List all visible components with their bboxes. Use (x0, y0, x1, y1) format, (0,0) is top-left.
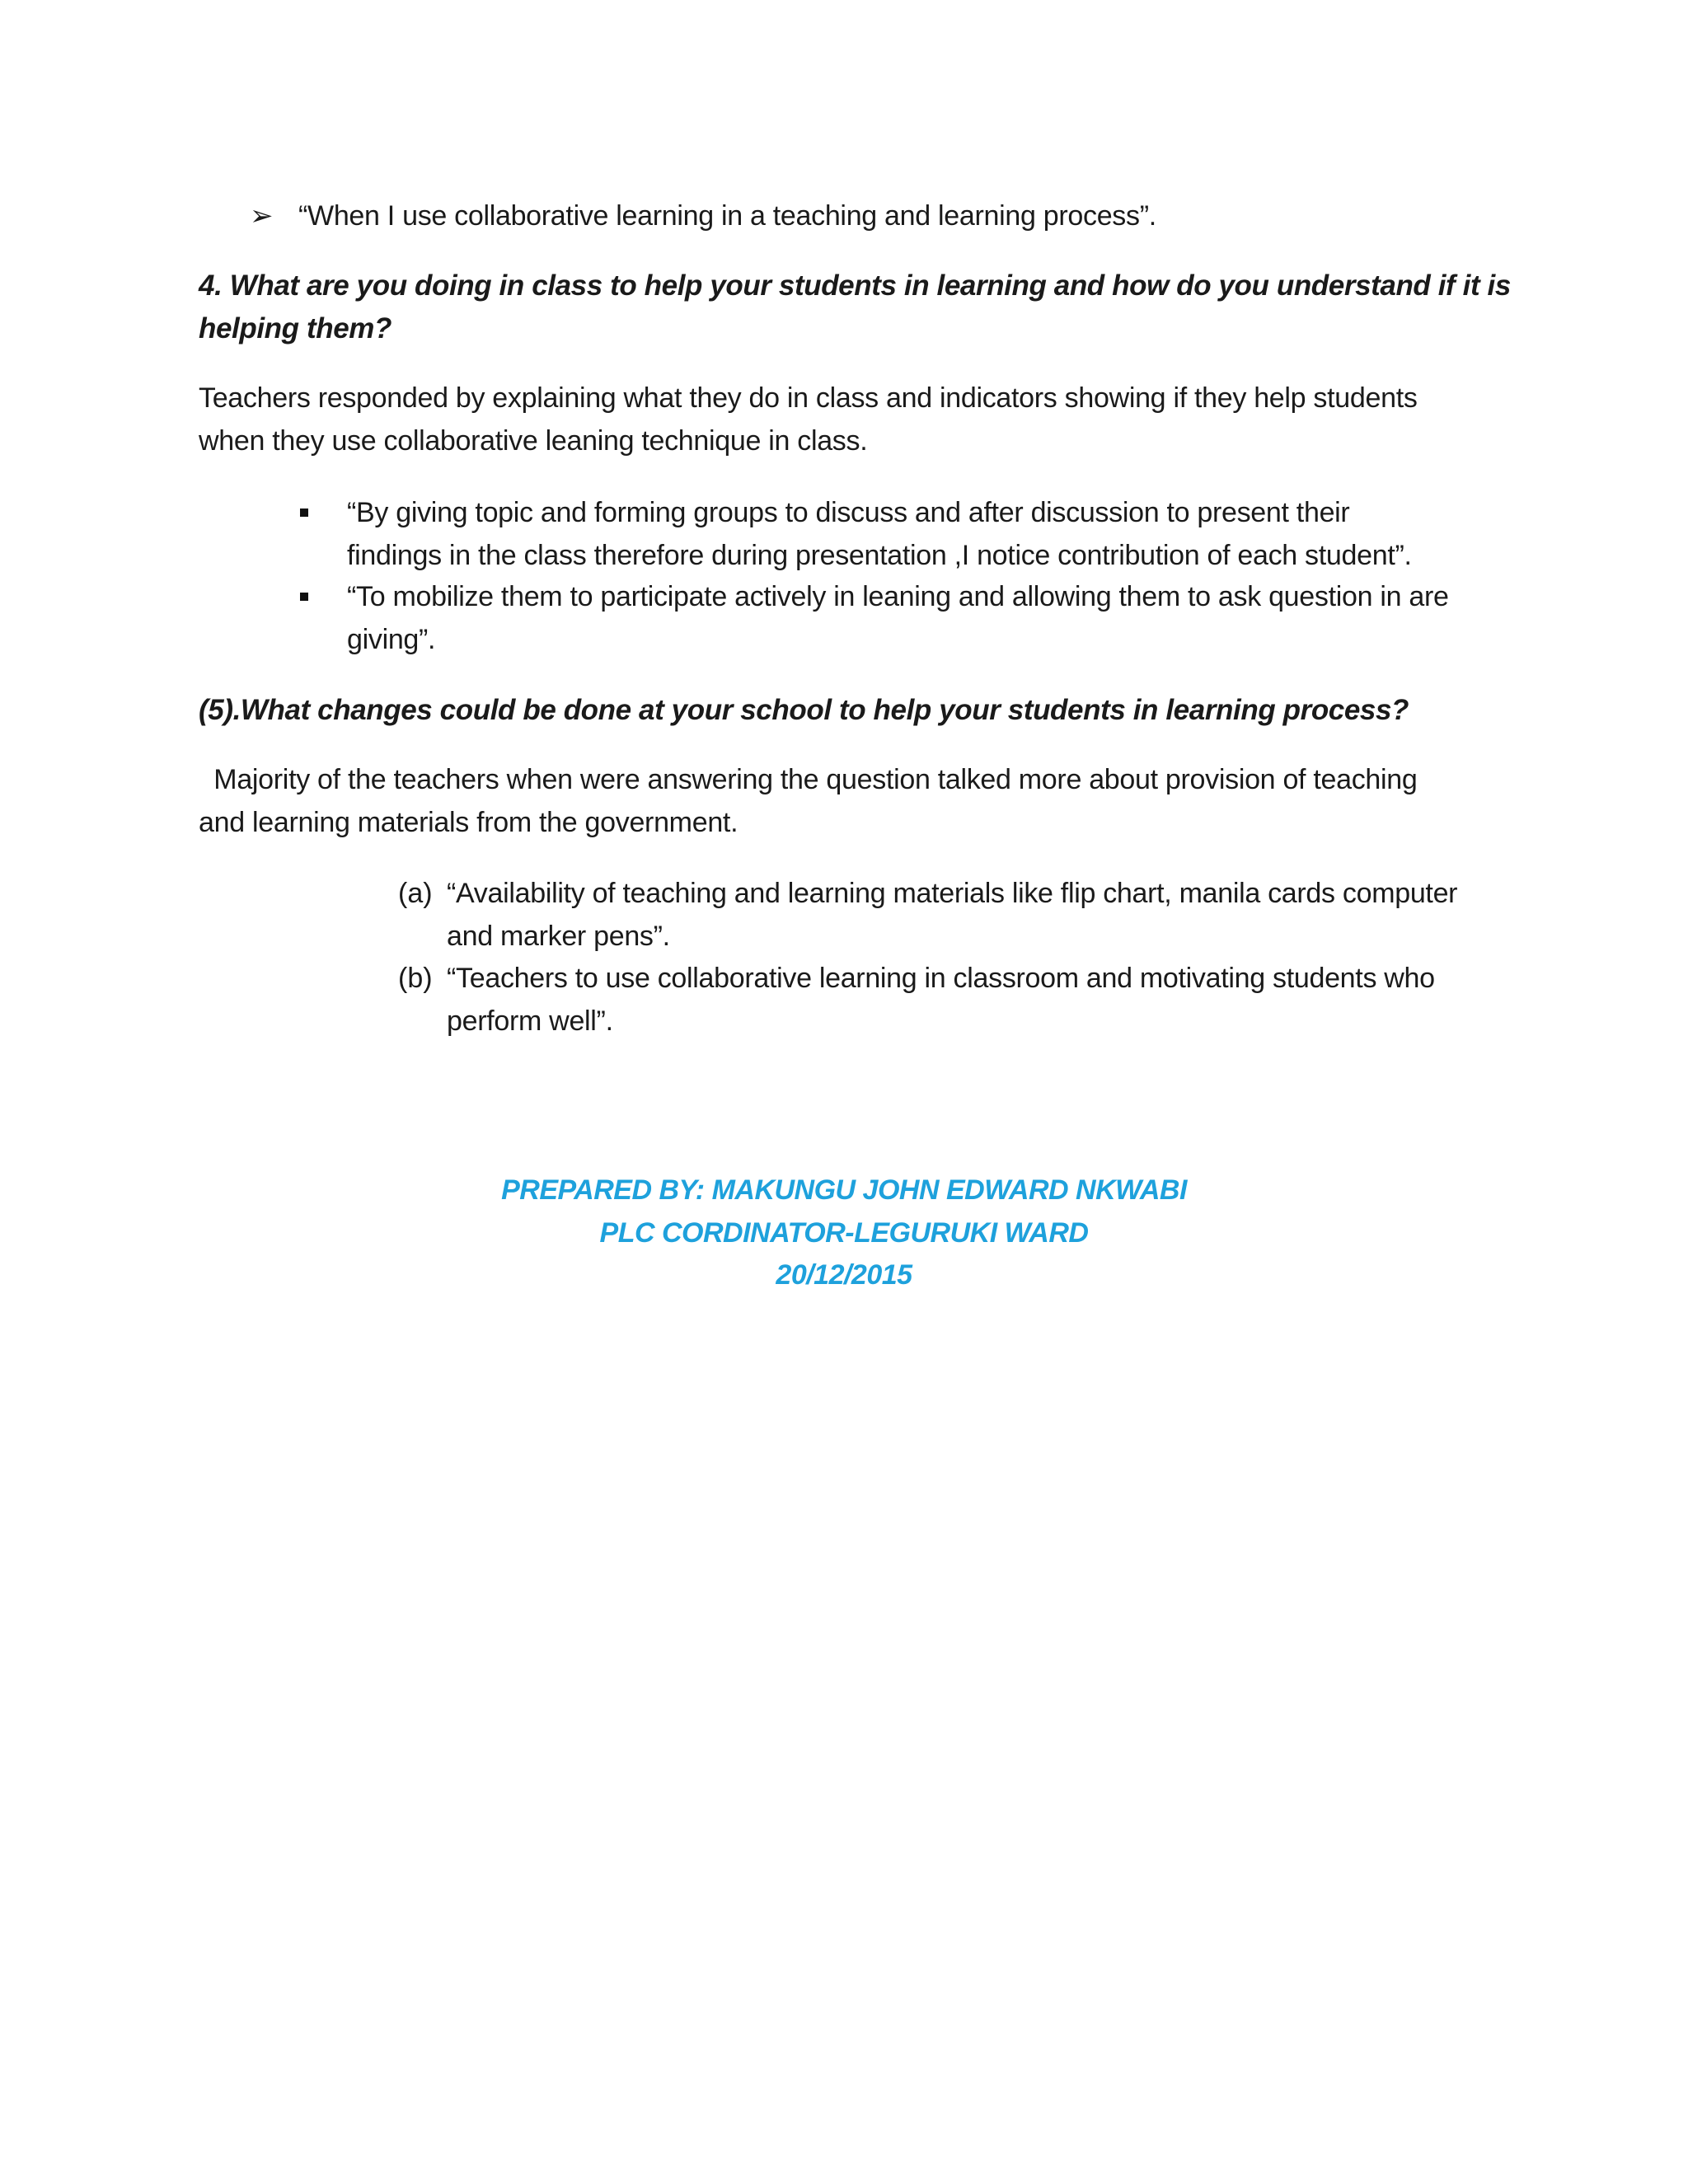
question-4-line-2: helping them? (199, 312, 392, 344)
paragraph-teachers-responded-line-2: when they use collaborative leaning technique in class. (199, 425, 868, 457)
list-marker-b: (b) (398, 963, 433, 994)
signature-role: PLC CORDINATOR-LEGURUKI WARD (599, 1217, 1089, 1249)
list-item-1-line-2: findings in the class therefore during presentation ,I notice contribution of each student”. (347, 540, 1412, 571)
paragraph-majority-line-2: and learning materials from the government. (199, 807, 738, 838)
lettered-item-b-line-1: “Teachers to use collaborative learning in classroom and motivating students who (447, 963, 1435, 994)
square-bullet-icon (300, 509, 308, 517)
paragraph-majority-line-1: Majority of the teachers when were answering the question talked more about provision of teaching (199, 764, 1418, 795)
list-item-2-line-2: giving”. (347, 624, 436, 655)
square-bullet-icon (300, 593, 308, 601)
list-item-1-line-1: “By giving topic and forming groups to discuss and after discussion to present their (347, 497, 1350, 528)
question-4-line-1: 4. What are you doing in class to help your students in learning and how do you understand if it is (199, 269, 1511, 302)
list-marker-a: (a) (398, 878, 433, 909)
lettered-item-a-line-1: “Availability of teaching and learning materials like flip chart, manila cards computer (447, 878, 1458, 909)
lettered-item-b-line-2: perform well”. (447, 1005, 613, 1037)
paragraph-teachers-responded-line-1: Teachers responded by explaining what they do in class and indicators showing if they help students (199, 382, 1418, 414)
arrow-bullet-icon: ➢ (250, 200, 274, 232)
list-item-2-line-1: “To mobilize them to participate actively in leaning and allowing them to ask question in are (347, 581, 1449, 612)
signature-date: 20/12/2015 (776, 1259, 912, 1291)
bullet-quote: “When I use collaborative learning in a teaching and learning process”. (298, 200, 1156, 232)
lettered-item-a-line-2: and marker pens”. (447, 921, 670, 952)
prepared-by: PREPARED BY: MAKUNGU JOHN EDWARD NKWABI (501, 1174, 1187, 1206)
question-5: (5).What changes could be done at your school to help your students in learning process? (199, 694, 1409, 726)
